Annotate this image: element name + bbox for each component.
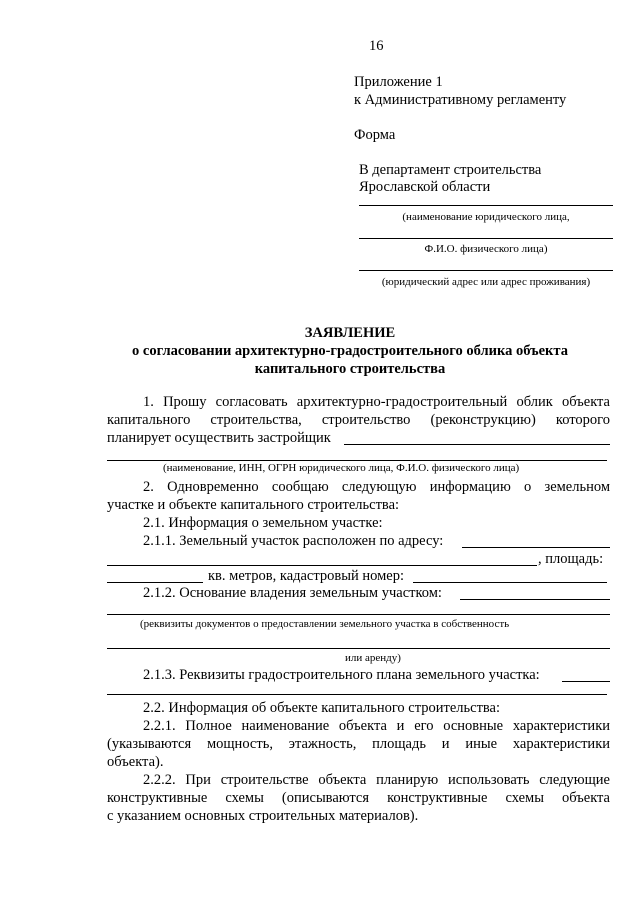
- blank-line: [107, 614, 610, 615]
- s212-caption-1: (реквизиты документов о предоставлении земельного участка в собственность: [140, 618, 510, 630]
- page-number: 16: [369, 38, 384, 54]
- blank-line: [107, 582, 203, 583]
- form-label: Форма: [354, 127, 396, 143]
- blank-line: [107, 648, 610, 649]
- blank-line: [462, 547, 610, 548]
- s222-line-3: с указанием основных строительных материалов).: [107, 808, 419, 824]
- appendix-line-2: к Административному регламенту: [354, 92, 567, 108]
- s221-line-2: (указываются мощность, этажность, площадь и иные характеристики: [107, 736, 610, 752]
- blank-line: [359, 270, 613, 271]
- caption-person-name: Ф.И.О. физического лица): [424, 243, 548, 255]
- blank-line: [107, 460, 607, 461]
- section-2-2: 2.2. Информация об объекте капитального строительства:: [143, 700, 501, 716]
- addressee-line-1: В департамент строительства: [359, 162, 542, 178]
- blank-line: [107, 565, 537, 566]
- p2-line-1: 2. Одновременно сообщаю следующую информацию о земельном: [143, 479, 610, 495]
- p2-line-2: участке и объекте капитального строительства:: [107, 497, 400, 513]
- blank-line: [359, 205, 613, 206]
- document-title: ЗАЯВЛЕНИЕ: [304, 325, 396, 341]
- p1-caption: (наименование, ИНН, ОГРН юридического лица, Ф.И.О. физического лица): [163, 462, 520, 474]
- appendix-line-1: Приложение 1: [354, 74, 443, 90]
- blank-line: [562, 681, 610, 682]
- s221-line-3: объекта).: [107, 754, 164, 770]
- s222-line-2: конструктивные схемы (описываются конструктивные схемы объекта: [107, 790, 610, 806]
- caption-address: (юридический адрес или адрес проживания): [381, 276, 591, 288]
- blank-line: [107, 694, 607, 695]
- p1-line-3: планирует осуществить застройщик: [107, 430, 331, 446]
- section-2-1: 2.1. Информация о земельном участке:: [143, 515, 383, 531]
- blank-line: [413, 582, 607, 583]
- s221-line-1: 2.2.1. Полное наименование объекта и его основные характеристики: [143, 718, 610, 734]
- document-subtitle-line-1: о согласовании архитектурно-градостроительного облика объекта: [132, 343, 568, 359]
- section-2-1-1: 2.1.1. Земельный участок расположен по адресу:: [143, 533, 444, 549]
- addressee-line-2: Ярославской области: [359, 179, 491, 195]
- blank-line: [344, 444, 610, 445]
- s222-line-1: 2.2.2. При строительстве объекта планирую использовать следующие: [143, 772, 610, 788]
- section-2-1-3: 2.1.3. Реквизиты градостроительного плана земельного участка:: [143, 667, 540, 683]
- area-label: , площадь:: [538, 551, 604, 567]
- p1-line-1: 1. Прошу согласовать архитектурно-градостроительный облик объекта: [143, 394, 610, 410]
- p1-line-2: капитального строительства, строительство (реконструкцию) которого: [107, 412, 610, 428]
- caption-legal-entity: (наименование юридического лица,: [402, 211, 570, 223]
- section-2-1-2: 2.1.2. Основание владения земельным участком:: [143, 585, 442, 601]
- blank-line: [359, 238, 613, 239]
- document-subtitle-line-2: капитального строительства: [254, 361, 446, 377]
- s212-caption-2: или аренду): [345, 652, 401, 664]
- blank-line: [460, 599, 610, 600]
- meters-cadastral-label: кв. метров, кадастровый номер:: [208, 568, 404, 584]
